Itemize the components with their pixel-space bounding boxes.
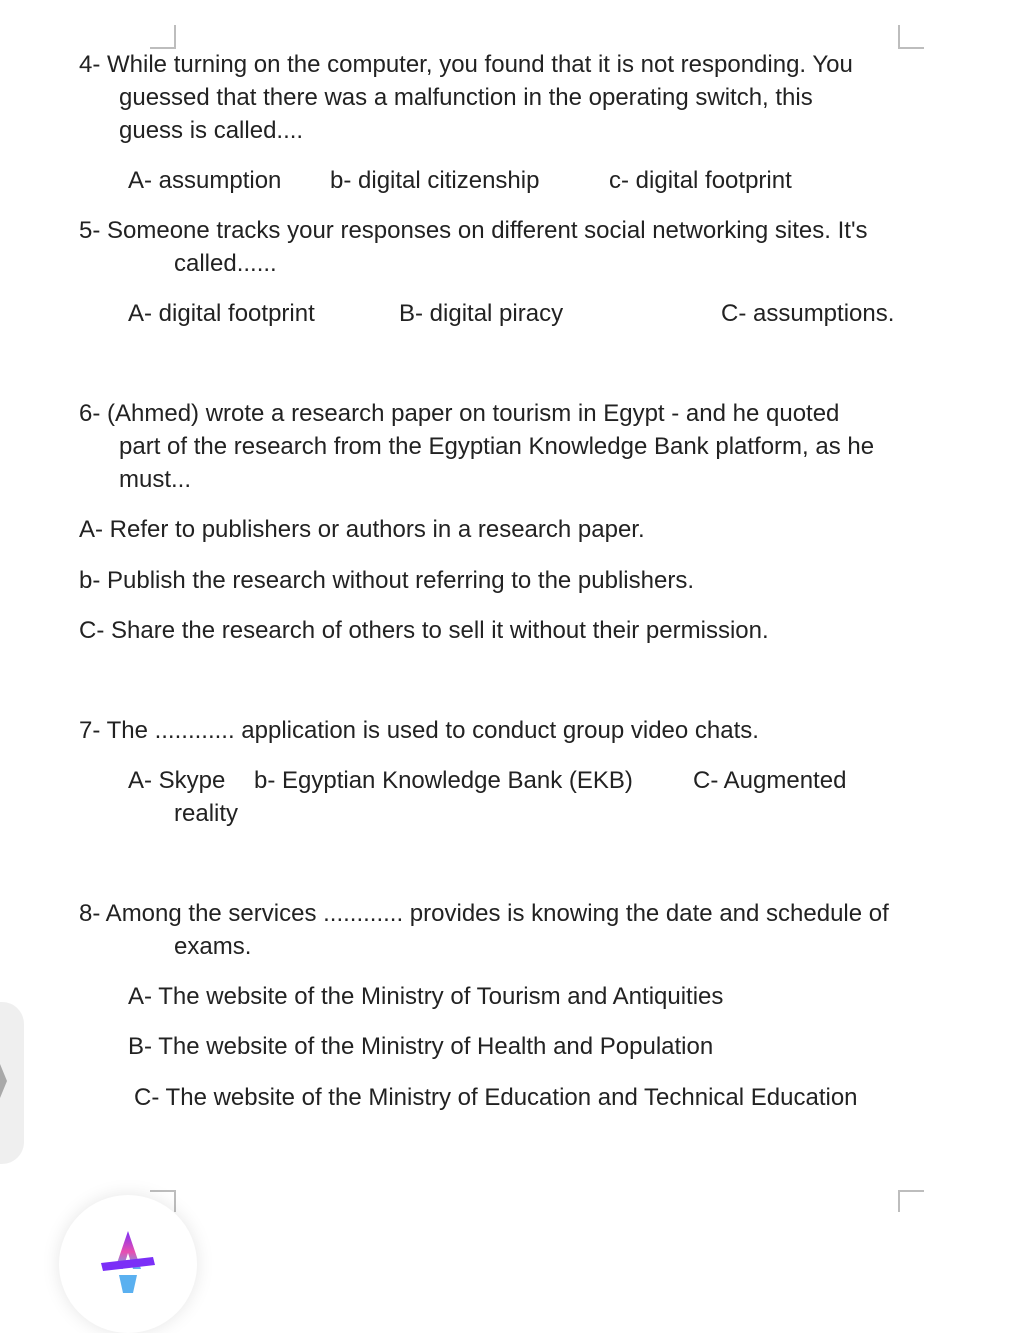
question-7-option-a: A- Skype: [128, 767, 226, 794]
question-6-option-c: C- Share the research of others to sell it without their permission.: [79, 617, 769, 644]
crop-mark-top-right: [898, 25, 924, 49]
question-4-option-a: A- assumption: [128, 167, 282, 194]
question-6-option-a: A- Refer to publishers or authors in a research paper.: [79, 516, 645, 543]
question-7-option-b: b- Egyptian Knowledge Bank (EKB): [254, 767, 633, 794]
question-5-line-1: 5- Someone tracks your responses on different social networking sites. It's: [79, 217, 868, 244]
question-7-line-1: 7- The ............ application is used to conduct group video chats.: [79, 717, 759, 744]
question-4-line-3: guess is called....: [119, 117, 304, 144]
question-4-option-b: b- digital citizenship: [330, 167, 540, 194]
question-5-option-a: A- digital footprint: [128, 300, 315, 327]
question-8-option-b: B- The website of the Ministry of Health and Population: [128, 1033, 714, 1060]
question-8-line-1: 8- Among the services ............ provides is knowing the date and schedule of: [79, 900, 889, 927]
question-5-option-c: C- assumptions.: [721, 300, 895, 327]
question-6-line-2: part of the research from the Egyptian Knowledge Bank platform, as he: [119, 433, 875, 460]
question-7-option-c: C- Augmented: [693, 767, 847, 794]
question-6-line-1: 6- (Ahmed) wrote a research paper on tourism in Egypt - and he quoted: [79, 400, 840, 427]
question-4-line-2: guessed that there was a malfunction in the operating switch, this: [119, 84, 813, 111]
question-6-line-3: must...: [119, 466, 192, 493]
question-5-option-b: B- digital piracy: [399, 300, 564, 327]
question-4-line-1: 4- While turning on the computer, you found that it is not responding. You: [79, 51, 853, 78]
question-4-option-c: c- digital footprint: [609, 167, 792, 194]
question-7-option-c-continued: reality: [174, 800, 239, 827]
question-6-option-b: b- Publish the research without referring to the publishers.: [79, 567, 694, 594]
question-8-option-c: C- The website of the Ministry of Education and Technical Education: [134, 1084, 858, 1111]
side-chevron-icon[interactable]: [0, 1064, 7, 1098]
question-8-line-2: exams.: [174, 933, 252, 960]
crop-mark-bottom-right: [898, 1190, 924, 1212]
app-logo-icon: [93, 1223, 163, 1293]
crop-mark-top-left: [150, 25, 176, 49]
floating-app-button[interactable]: [59, 1195, 197, 1333]
question-8-option-a: A- The website of the Ministry of Tourism and Antiquities: [128, 983, 724, 1010]
question-5-line-2: called......: [174, 250, 277, 277]
